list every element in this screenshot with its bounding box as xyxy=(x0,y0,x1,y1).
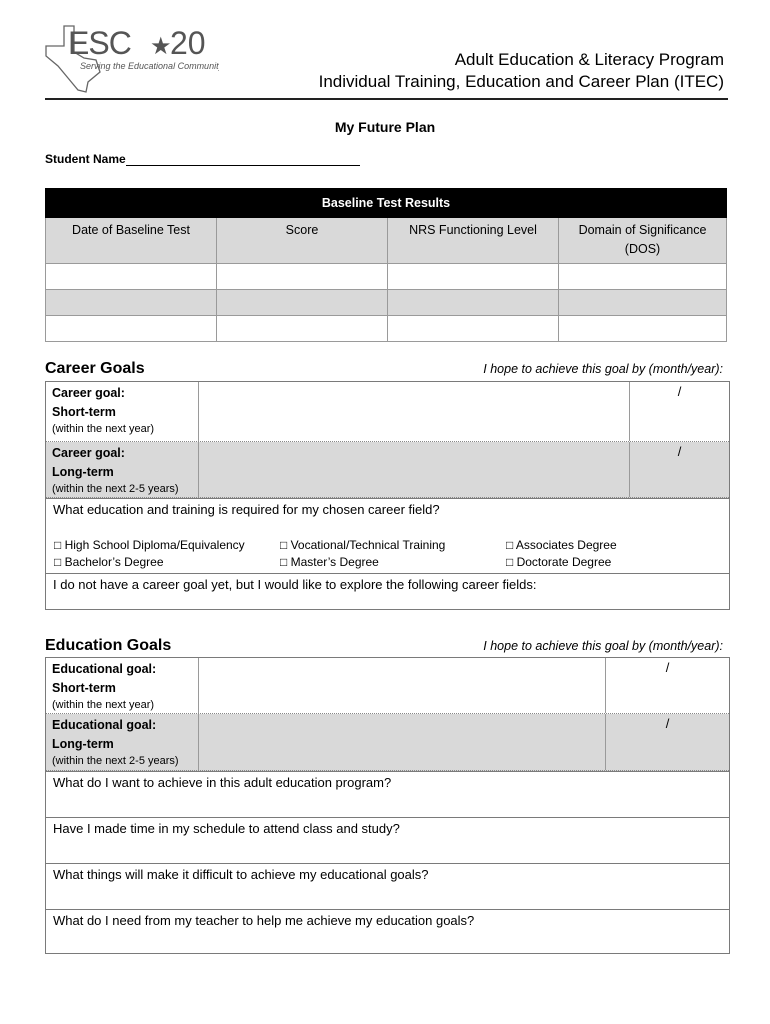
career-long-term-input[interactable] xyxy=(199,442,629,497)
career-short-term-date[interactable]: / xyxy=(629,382,729,441)
question-text: What do I need from my teacher to help me achieve my education goals? xyxy=(53,913,475,928)
student-name-line[interactable] xyxy=(126,153,360,166)
goal-term-text: Long-term xyxy=(52,465,114,479)
question-text: What do I want to achieve in this adult education program? xyxy=(53,775,392,790)
baseline-table-title: Baseline Test Results xyxy=(46,189,727,218)
education-goals-date-note: I hope to achieve this goal by (month/year): xyxy=(483,639,723,653)
career-education-question xyxy=(46,498,729,573)
education-question-teacher[interactable] xyxy=(46,909,729,953)
table-cell[interactable] xyxy=(217,264,388,290)
student-name-field[interactable] xyxy=(45,152,360,166)
plan-title: Individual Training, Education and Career Plan (ITEC) xyxy=(318,72,724,91)
table-cell[interactable] xyxy=(388,316,559,342)
education-long-term-label xyxy=(46,714,199,770)
education-question-achieve[interactable] xyxy=(46,771,729,817)
career-goals-box xyxy=(45,381,730,610)
checkbox-masters[interactable]: □ Master’s Degree xyxy=(280,555,379,569)
table-cell[interactable] xyxy=(46,290,217,316)
column-score: Score xyxy=(217,218,388,264)
table-cell[interactable] xyxy=(559,290,727,316)
career-short-term-row xyxy=(46,382,729,442)
esc20-logo xyxy=(44,22,219,94)
goal-label-text: Career goal: xyxy=(52,386,125,400)
checkbox-vocational[interactable]: □ Vocational/Technical Training xyxy=(280,538,446,552)
table-cell[interactable] xyxy=(559,264,727,290)
education-goals-heading: Education Goals xyxy=(45,637,172,654)
table-row xyxy=(46,264,727,290)
goal-scope-text: (within the next year) xyxy=(52,699,155,711)
student-name-label: Student Name xyxy=(45,152,126,166)
goal-scope-text: (within the next year) xyxy=(52,423,155,435)
baseline-test-table xyxy=(45,188,727,342)
career-explore-question[interactable] xyxy=(46,573,729,609)
texas-outline-logo-mark xyxy=(44,22,219,94)
goal-scope-text: (within the next 2-5 years) xyxy=(52,483,179,495)
education-short-term-label xyxy=(46,658,199,713)
career-goals-heading: Career Goals xyxy=(45,360,145,377)
question-text: Have I made time in my schedule to attend class and study? xyxy=(53,821,400,836)
career-goals-date-note: I hope to achieve this goal by (month/year): xyxy=(483,362,723,376)
question-text: What things will make it difficult to achieve my educational goals? xyxy=(53,867,429,882)
table-cell[interactable] xyxy=(217,290,388,316)
table-cell[interactable] xyxy=(46,316,217,342)
goal-scope-text: (within the next 2-5 years) xyxy=(52,755,179,767)
header-divider xyxy=(45,98,728,100)
education-goals-box xyxy=(45,657,730,954)
table-cell[interactable] xyxy=(388,264,559,290)
table-cell[interactable] xyxy=(559,316,727,342)
logo-number: 20 xyxy=(170,25,206,61)
education-question-difficulty[interactable] xyxy=(46,863,729,909)
education-long-term-input[interactable] xyxy=(199,714,605,770)
column-nrs-level: NRS Functioning Level xyxy=(388,218,559,264)
table-cell[interactable] xyxy=(388,290,559,316)
goal-term-text: Short-term xyxy=(52,681,116,695)
table-cell[interactable] xyxy=(46,264,217,290)
education-short-term-row xyxy=(46,658,729,714)
form-title: My Future Plan xyxy=(334,119,436,135)
logo-star-icon: ★ xyxy=(150,33,172,60)
career-long-term-date[interactable]: / xyxy=(629,442,729,497)
career-short-term-label xyxy=(46,382,199,441)
education-long-term-date[interactable]: / xyxy=(605,714,729,770)
education-long-term-row xyxy=(46,714,729,771)
goal-term-text: Long-term xyxy=(52,737,114,751)
career-long-term-label xyxy=(46,442,199,497)
question-text: What education and training is required for my chosen career field? xyxy=(53,502,440,517)
table-cell[interactable] xyxy=(217,316,388,342)
column-dos: Domain of Significance (DOS) xyxy=(559,218,727,264)
goal-term-text: Short-term xyxy=(52,405,116,419)
checkbox-associates[interactable]: □ Associates Degree xyxy=(506,538,617,552)
goal-label-text: Educational goal: xyxy=(52,662,157,676)
logo-text: ESC xyxy=(68,25,131,61)
question-text: I do not have a career goal yet, but I would like to explore the following career fields: xyxy=(53,577,537,592)
checkbox-bachelors[interactable]: □ Bachelor’s Degree xyxy=(54,555,164,569)
checkbox-doctorate[interactable]: □ Doctorate Degree xyxy=(506,555,612,569)
checkbox-high-school[interactable]: □ High School Diploma/Equivalency xyxy=(54,538,245,552)
education-short-term-input[interactable] xyxy=(199,658,605,713)
logo-tagline: Serving the Educational Community xyxy=(80,61,219,71)
table-row xyxy=(46,290,727,316)
table-row xyxy=(46,316,727,342)
career-long-term-row xyxy=(46,442,729,498)
goal-label-text: Career goal: xyxy=(52,446,125,460)
program-title: Adult Education & Literacy Program xyxy=(454,50,724,69)
column-date: Date of Baseline Test xyxy=(46,218,217,264)
career-short-term-input[interactable] xyxy=(199,382,629,441)
goal-label-text: Educational goal: xyxy=(52,718,157,732)
education-question-schedule[interactable] xyxy=(46,817,729,863)
education-short-term-date[interactable]: / xyxy=(605,658,729,713)
